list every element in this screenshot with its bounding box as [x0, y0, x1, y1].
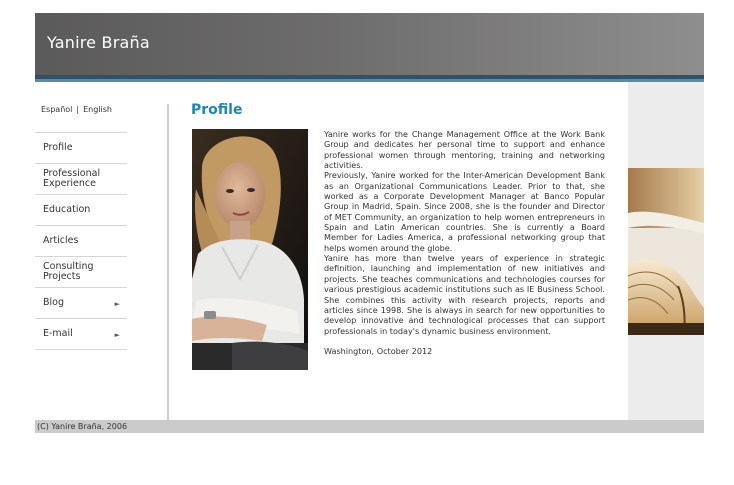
nav-item-education[interactable]	[35, 195, 127, 226]
footer-copyright: (C) Yanire Braña, 2006	[37, 422, 128, 431]
footer	[35, 420, 704, 433]
header-banner	[35, 13, 704, 75]
nav-item-label: E-mail	[43, 328, 73, 339]
bio-paragraph: Previously, Yanire worked for the Inter-American Development Bank as an Organizational Communications Leader. Prior to that, she worked as a Corporate Development Manager at Banco Popular Group in Madrid, Spain. Since 2008, she is the founder and Director of MET Community, an organization to help women entrepreneurs in Spain and Latin American countries. She is currently a Board Member for Ladies America, a professional networking group that helps women around the globe.	[324, 170, 605, 253]
nav-item-professional-experience[interactable]	[35, 164, 127, 195]
nav-item-consulting-projects[interactable]	[35, 257, 127, 288]
bio-signature: Washington, October 2012	[324, 345, 433, 356]
nav-item-label: Professional Experience	[43, 168, 101, 189]
header-stripe-light	[35, 79, 704, 82]
language-separator: |	[76, 105, 80, 114]
profile-photo	[192, 129, 308, 370]
nav-item-email[interactable]	[35, 319, 127, 350]
submenu-arrow-icon: ►	[114, 331, 120, 339]
language-link-spanish[interactable]: Español	[41, 105, 73, 114]
sidebar-nav	[35, 132, 127, 350]
book-image	[628, 168, 704, 335]
bio-paragraph: Yanire has more than twelve years of experience in strategic definition, launching and implementation of new initiatives and projects. She teaches communications and technologies courses for various prestigious academic institutions such as IE Business School. She combines this activity with research projects, reports and articles since 1998. She is always in search for new opportunities to develop innovative and technological processes that can support professionals in today's dynamic business environment.	[324, 253, 605, 336]
nav-item-label: Blog	[43, 297, 64, 308]
bio-paragraph: Yanire works for the Change Management Office at the Work Bank Group and dedicates her personal time to support and enhance professional women through mentoring, training and networking activities.	[324, 129, 605, 171]
nav-item-blog[interactable]	[35, 288, 127, 319]
site-title: Yanire Braña	[47, 33, 150, 52]
nav-item-label: Education	[43, 204, 91, 215]
language-link-english[interactable]: English	[83, 105, 112, 114]
page	[35, 13, 704, 433]
profile-bio	[324, 129, 605, 356]
nav-item-profile[interactable]	[35, 133, 127, 164]
nav-item-label: Profile	[43, 142, 73, 153]
nav-item-label: Consulting Projects	[43, 261, 94, 282]
content-divider	[167, 104, 169, 420]
nav-item-articles[interactable]	[35, 226, 127, 257]
language-switcher	[41, 105, 112, 114]
page-title: Profile	[191, 102, 243, 118]
nav-item-label: Articles	[43, 235, 79, 246]
submenu-arrow-icon: ►	[114, 300, 120, 308]
